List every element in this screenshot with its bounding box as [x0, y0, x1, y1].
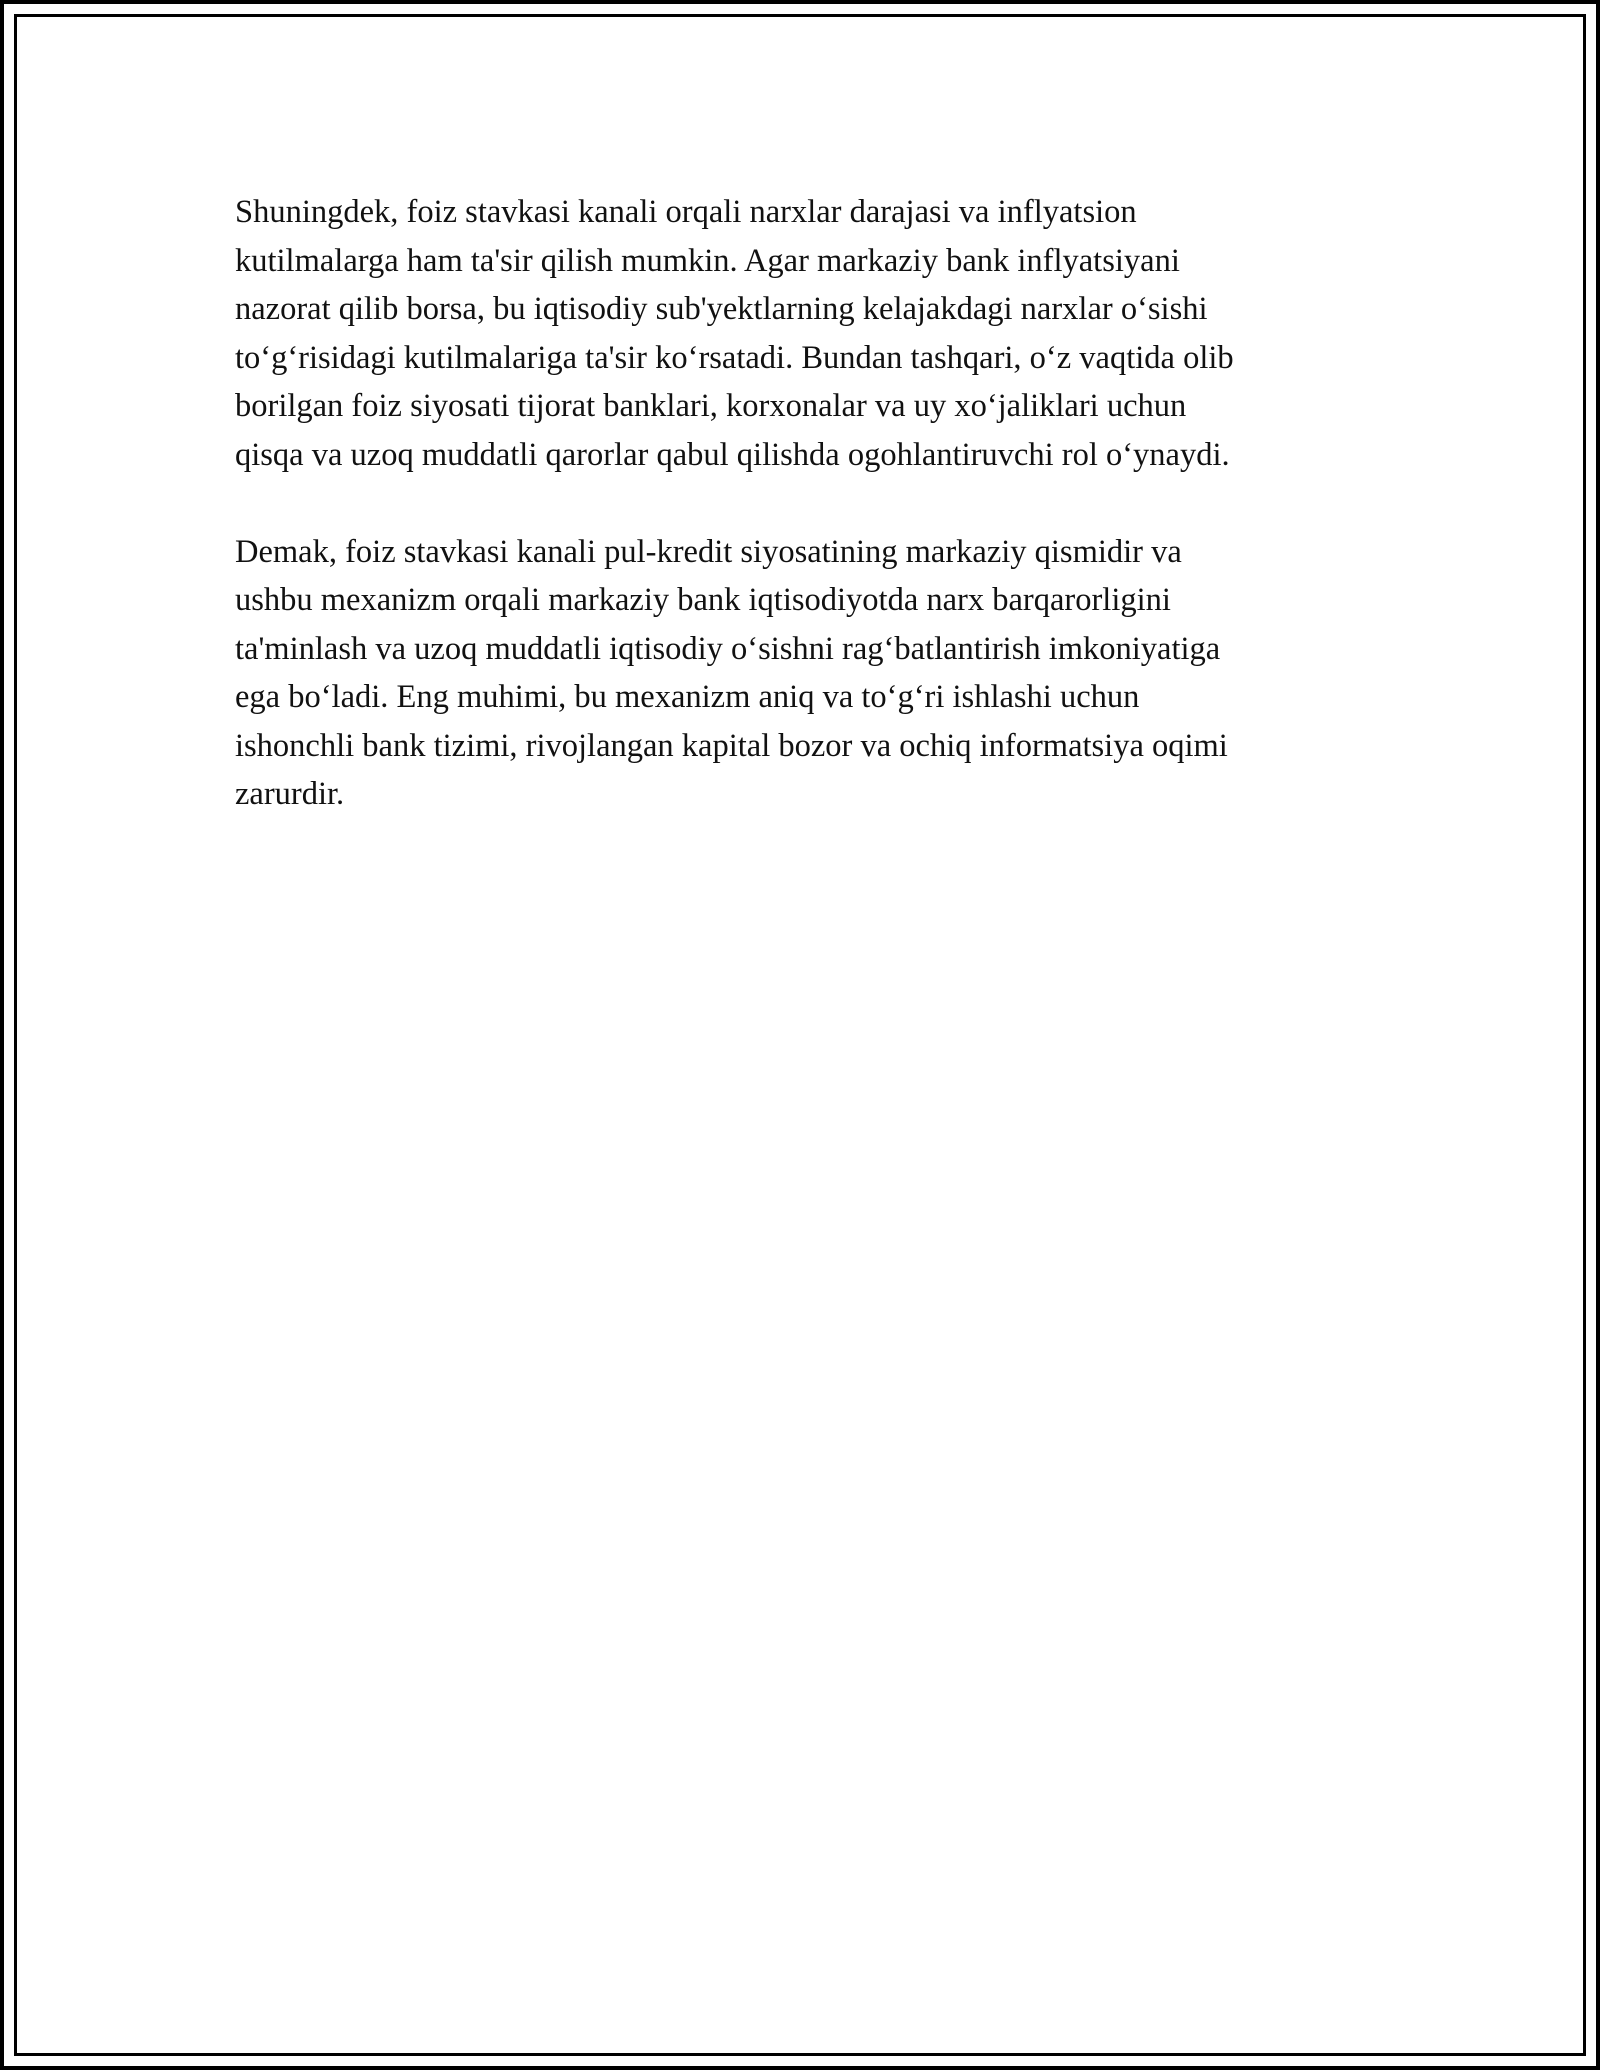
- text-line: to‘g‘risidagi kutilmalariga ta'sir ko‘rsatadi. Bundan tashqari, o‘z vaqtida olib: [235, 339, 1234, 376]
- text-line: borilgan foiz siyosati tijorat banklari, korxonalar va uy xo‘jaliklari uchun: [235, 388, 1187, 424]
- text-line: zarurdir.: [235, 776, 345, 812]
- text-line: Demak, foiz stavkasi kanali pul-kredit siyosatining markaziy qismidir va: [235, 533, 1182, 570]
- paragraph-conclusion: [235, 528, 1385, 819]
- text-line: ta'minlash va uzoq muddatli iqtisodiy o‘sishni rag‘batlantirish imkoniyatiga: [235, 630, 1221, 667]
- text-line: ushbu mexanizm orqali markaziy bank iqtisodiyotda narx barqarorligini: [235, 582, 1171, 618]
- text-line: ishonchli bank tizimi, rivojlangan kapital bozor va ochiq informatsiya oqimi: [235, 727, 1228, 764]
- paragraph-interest-rate-expectations: [235, 188, 1385, 479]
- text-line: ega bo‘ladi. Eng muhimi, bu mexanizm aniq va to‘g‘ri ishlashi uchun: [235, 679, 1140, 715]
- text-line: Shuningdek, foiz stavkasi kanali orqali narxlar darajasi va inflyatsion: [235, 194, 1137, 230]
- document-body: [235, 188, 1385, 867]
- text-line: kutilmalarga ham ta'sir qilish mumkin. Agar markaziy bank inflyatsiyani: [235, 242, 1180, 279]
- text-line: nazorat qilib borsa, bu iqtisodiy sub'yektlarning kelajakdagi narxlar o‘sishi: [235, 291, 1208, 327]
- text-line: qisqa va uzoq muddatli qarorlar qabul qilishda ogohlantiruvchi rol o‘ynaydi.: [235, 436, 1230, 473]
